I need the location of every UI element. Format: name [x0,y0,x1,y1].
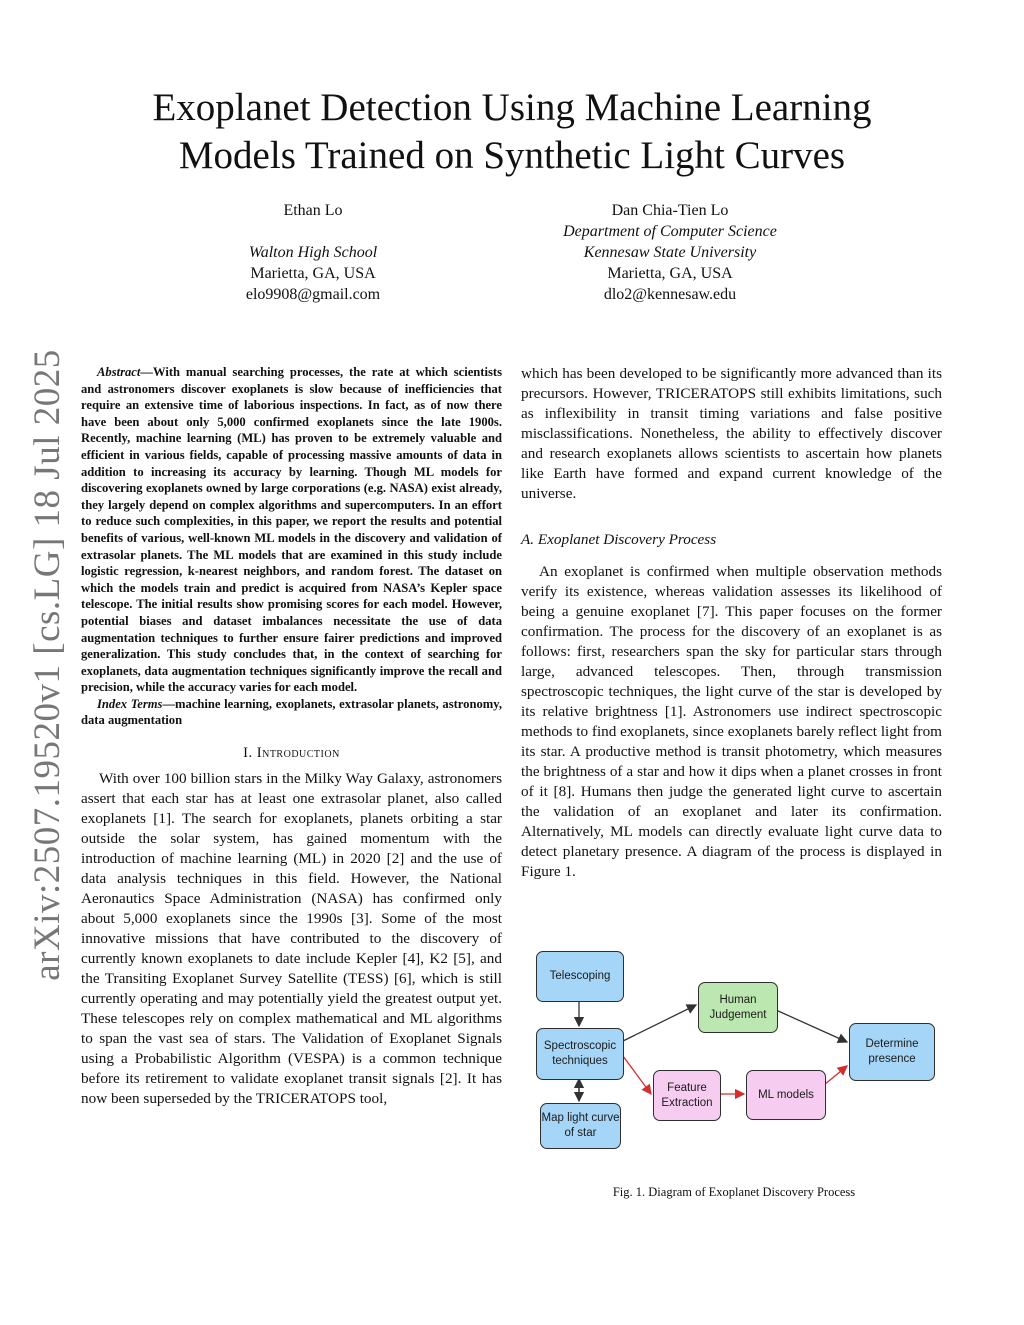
author-email[interactable]: elo9908@gmail.com [245,286,381,303]
node-feature-extraction: Feature Extraction [653,1070,721,1121]
index-terms-text: —machine learning, exoplanets, extrasolar planets, astronomy, data augmentation [81,696,502,728]
section-title: Introduction [256,745,340,762]
node-determine-presence: Determine presence [849,1023,935,1081]
subsection-paragraph: An exoplanet is confirmed when multiple observation methods verify its existence, whereas validation assesses its likelihood of being a genuine exoplanet [7]. This paper focuses on the former confirmation. The process for the discovery of an exoplanet is as follows: first, researchers span the sky for particular stars through large, advanced telescopes. Then, through transmission spectroscopic techniques, the light curve of the star is developed by its relative brightness [1]. Astronomers use indirect spectroscopic methods to find exoplanets, since exoplanets barely reflect light from its star. A productive method is transit photometry, which measures the brightness of a star and how it dips when a planet crosses in front of it [8]. Humans then judge the generated light curve to ascertain the validation of an exoplanet and later its confirmation. Alternatively, ML models can directly evaluate light curve data to detect planetary presence. A diagram of the process is displayed in Figure 1. [521,563,942,880]
subsection-heading: A. Exoplanet Discovery Process [521,531,717,548]
abstract [81,364,502,696]
author-name: Dan Chia-Tien Lo [611,202,729,219]
node-telescoping: Telescoping [536,951,624,1002]
section-numeral: I. [243,745,257,762]
section-heading-introduction [81,743,502,763]
author-location: Marietta, GA, USA [250,265,376,282]
author-block-1 [188,200,438,305]
right-column [521,364,942,882]
left-column [81,364,502,1109]
node-spectroscopic-techniques: Spectroscopic techniques [536,1028,624,1080]
title-line-2: Models Trained on Synthetic Light Curves [178,134,846,177]
abstract-text: With manual searching processes, the rate at which scientists and astronomers discover exoplanets is slow because of inefficiencies that require an extensive time of laborious inspections. In fact, as of now there have been about only 5,000 confirmed exoplanets since the late 1900s. Recently, machine learning (ML) has proven to be extremely valuable and efficient in various fields, capable of processing massive amounts of data in addition to increasing its accuracy by learning. Though ML models for discovering exoplanets owned by large corporations (e.g. NASA) exist already, they largely depend on complex algorithms and supercomputers. In an effort to reduce such complexities, in this paper, we report the results and potential benefits of various, well-known ML models in the discovery and validation of extrasolar planets. The ML models that are examined in this study include logistic regression, k-nearest neighbors, and random forest. The dataset on which the models train and predict is acquired from NASA’s Kepler space telescope. The initial results show promising scores for each model. However, potential biases and dataset imbalances necessitate the use of data augmentation techniques to further ensure fairer predictions and improved generalization. This study concludes that, in the context of searching for exoplanets, data augmentation techniques significantly improve the recall and precision, while the accuracy varies for each model. [81,365,502,695]
author-spacer [188,221,438,242]
figure-discovery-diagram [533,948,935,1148]
author-email[interactable]: dlo2@kennesaw.edu [603,286,737,303]
intro-paragraph-continued: which has been developed to be significantly more advanced than its precursors. However, TRICERATOPS still exhibits limitations, such as inflexibility in transit timing variations and false positive misclassifications. Nonetheless, the ability to effectively discover and research exoplanets allows scientists to ascertain how planets like Earth have formed and expand current knowledge of the universe. [521,365,942,502]
figure-caption: Fig. 1. Diagram of Exoplanet Discovery Process [612,1185,856,1199]
index-terms [81,696,502,729]
node-human-judgement: Human Judgement [698,982,778,1033]
author-name: Ethan Lo [283,202,343,219]
author-block-2 [525,200,815,305]
index-terms-lead: Index Terms [97,696,163,711]
title-line-1: Exoplanet Detection Using Machine Learning [152,86,872,129]
arrow-ml-to-determine [824,1066,847,1085]
arxiv-identifier-stamp: arXiv:2507.19520v1 [cs.LG] 18 Jul 2025 [27,349,68,981]
node-map-light-curve: Map light curve of star [540,1103,621,1149]
arrow-spectroscopic-to-feature [623,1056,651,1094]
node-ml-models: ML models [746,1070,826,1120]
paper-title [100,84,924,180]
author-affiliation: Kennesaw State University [583,244,757,261]
author-affiliation: Walton High School [248,244,378,261]
arrow-human-to-determine [776,1010,847,1042]
arrow-spectroscopic-to-human [623,1005,696,1041]
author-location: Marietta, GA, USA [607,265,733,282]
abstract-lead: Abstract— [97,365,153,379]
author-department: Department of Computer Science [563,223,777,240]
intro-paragraph: With over 100 billion stars in the Milky Way Galaxy, astronomers assert that each star has at least one extrasolar planet, also called exoplanets [1]. The search for exoplanets, planets orbiting a star outside the solar system, has gained momentum with the introduction of machine learning (ML) in 2020 [2] and the use of data analysis techniques in this field. However, the National Aeronautics Space Administration (NASA) has confirmed only about 5,000 exoplanets since the 1990s [3]. Some of the most innovative missions that have contributed to the discovery of currently known exoplanets to date include Kepler [4], K2 [5], and the Transiting Exoplanet Survey Satellite (TESS) [6], which is still currently operating and may potentially yield the greatest output yet. These telescopes rely on complex mathematical and ML algorithms to span the vast sea of stars. The Validation of Exoplanet Signals using a Probabilistic Algorithm (VESPA) is a common technique before its retirement to validate exoplanet transit signals [2]. It has now been superseded by the TRICERATOPS tool, [81,770,502,1108]
